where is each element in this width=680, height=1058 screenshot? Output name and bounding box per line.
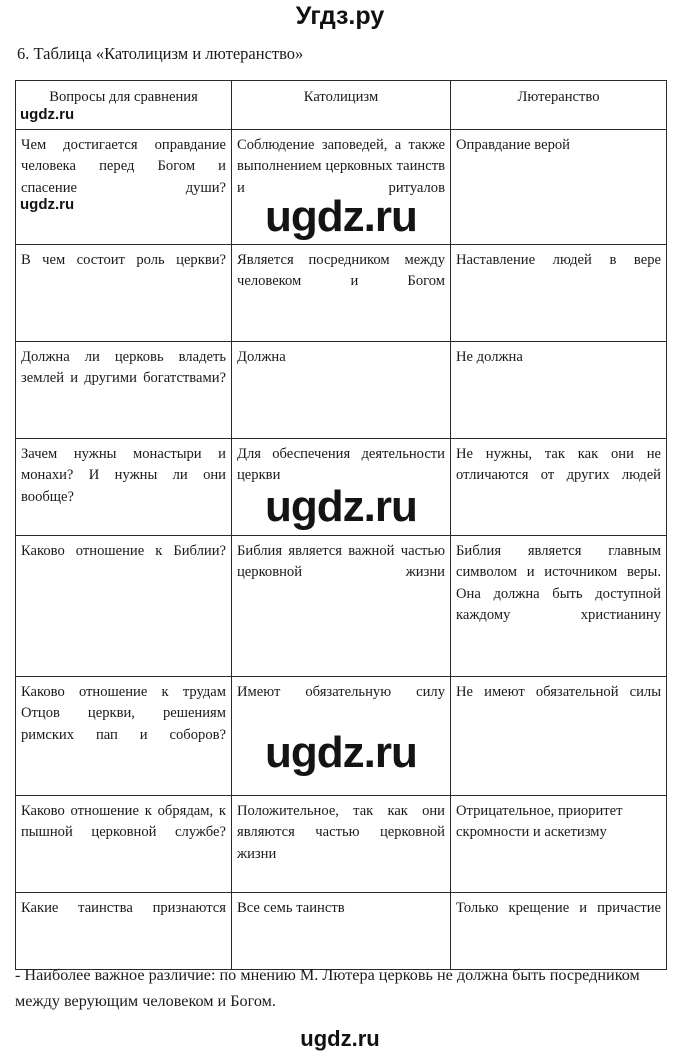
table-row <box>16 892 667 969</box>
table-row <box>16 676 667 795</box>
cell-lutheranism: Отрицательное, приоритет скромности и аскетизму <box>451 795 667 892</box>
table-row <box>16 438 667 535</box>
cell-catholicism: Имеют обязательную силу <box>232 676 451 795</box>
cell-lutheranism: Не нужны, так как они не отличаются от других людей <box>451 438 667 535</box>
cell-catholicism: Все семь таинств <box>232 892 451 969</box>
cell-catholicism: Для обеспечения деятельности церкви <box>232 438 451 535</box>
comparison-table <box>15 80 667 970</box>
column-header-catholicism: Католицизм <box>232 81 451 130</box>
table-header-row <box>16 81 667 130</box>
cell-question: Каково отношение к трудам Отцов церкви, решениям римских пап и соборов? <box>16 676 232 795</box>
cell-catholicism: Соблюдение заповедей, а также выполнением церковных таинств и ритуалов <box>232 129 451 244</box>
watermark: ugdz.ru <box>20 196 75 213</box>
cell-question: Каково отношение к обрядам, к пышной церковной службе? <box>16 795 232 892</box>
bottom-brand: ugdz.ru <box>300 1026 380 1051</box>
cell-question: Зачем нужны монастыри и монахи? И нужны ли они вообще? <box>16 438 232 535</box>
table-row <box>16 244 667 341</box>
cell-lutheranism: Не должна <box>451 341 667 438</box>
cell-catholicism: Должна <box>232 341 451 438</box>
table-row <box>16 795 667 892</box>
cell-lutheranism: Оправдание верой <box>451 129 667 244</box>
cell-question: Какие таинства признаются <box>16 892 232 969</box>
watermark: ugdz.ru <box>265 482 417 531</box>
column-header-questions: Вопросы для сравнения <box>16 81 232 130</box>
table-row <box>16 129 667 244</box>
cell-question: Каково отношение к Библии? <box>16 535 232 676</box>
site-logo: Угдз.ру <box>295 2 385 30</box>
watermark: ugdz.ru <box>20 106 75 123</box>
page-title: 6. Таблица «Католицизм и лютеранство» <box>17 44 304 63</box>
watermark: ugdz.ru <box>265 192 417 241</box>
cell-question: Должна ли церковь владеть землей и другими богатствами? <box>16 341 232 438</box>
cell-question: Чем достигается оправдание человека перед Богом и спасение души? <box>16 129 232 244</box>
table-row <box>16 535 667 676</box>
cell-lutheranism: Библия является главным символом и источником веры. Она должна быть доступной каждому христианину <box>451 535 667 676</box>
cell-catholicism: Положительное, так как они являются частью церковной жизни <box>232 795 451 892</box>
cell-question: В чем состоит роль церкви? <box>16 244 232 341</box>
cell-lutheranism: Наставление людей в вере <box>451 244 667 341</box>
watermark: ugdz.ru <box>265 728 417 777</box>
cell-catholicism: Библия является важной частью церковной жизни <box>232 535 451 676</box>
cell-lutheranism: Не имеют обязательной силы <box>451 676 667 795</box>
table-row <box>16 341 667 438</box>
cell-lutheranism: Только крещение и причастие <box>451 892 667 969</box>
column-header-lutheranism: Лютеранство <box>451 81 667 130</box>
cell-catholicism: Является посредником между человеком и Богом <box>232 244 451 341</box>
footer-note: - Наиболее важное различие: по мнению М. Лютера церковь не должна быть посредником между верующим человеком и Богом. <box>15 966 640 1010</box>
